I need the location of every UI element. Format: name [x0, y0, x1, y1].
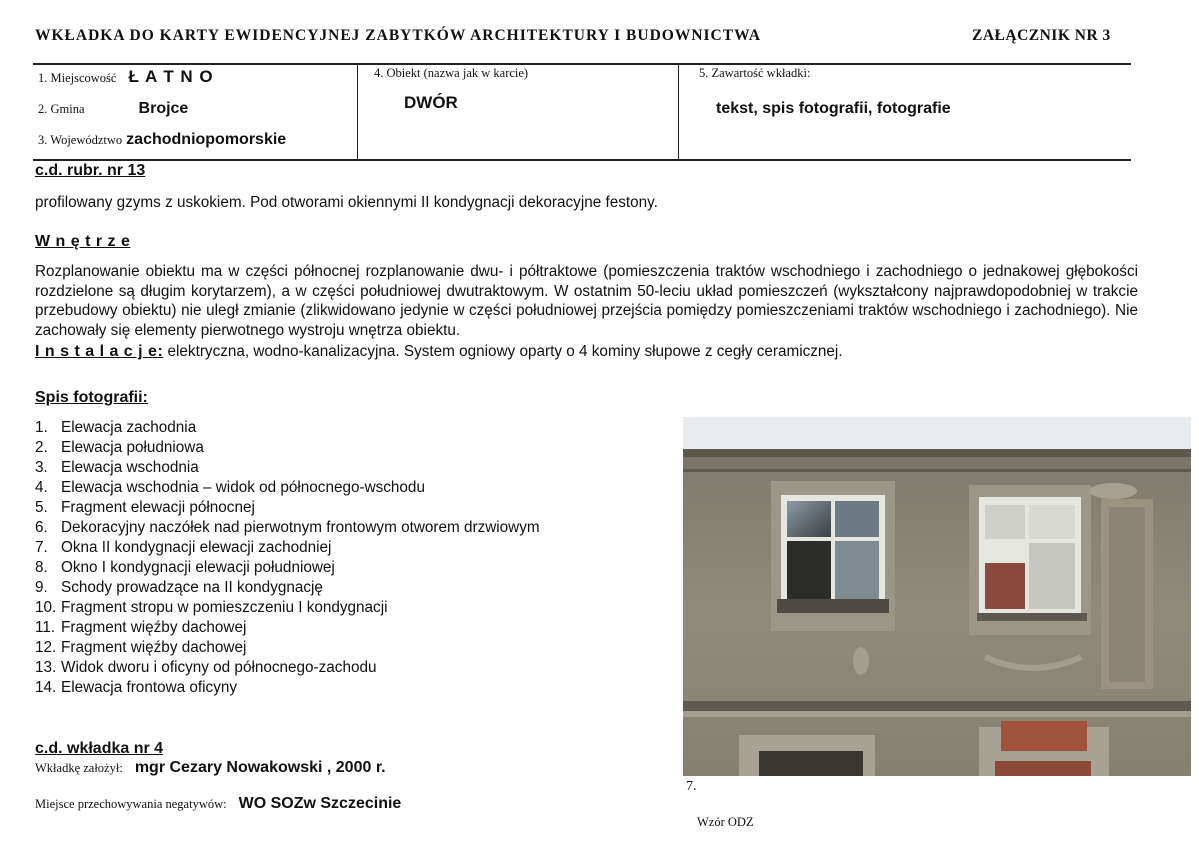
photo-list-item [35, 478, 540, 498]
photo-list-item [35, 518, 540, 538]
interior-heading: W n ę t r z e [35, 233, 131, 250]
author-label: Wkładkę założył: [35, 761, 123, 775]
photo-list-item [35, 558, 540, 578]
field-locality-label: 1. Miejscowość [38, 71, 117, 85]
interior-text: Rozplanowanie obiektu ma w części północnej rozplanowanie dwu- i półtraktowe (pomieszczenia traktów wschodniego i zachodniego o jednakowej głębokości rozdzielone są długim korytarzem), a w części południowej dwutraktowym. W ostatnim 50-leciu układ pomieszczeń (wykształcony najprawdopodobniej w trakcie przebudowy obiektu) nie uległ zmianie (zlikwidowano jedynie w części południowej przejścia pomiędzy pomieszczeniami traktów wschodniego i zachodniego). Nie zachowały się elementy pierwotnego wystroju wnętrza obiektu. [35, 263, 1138, 339]
photo-list-item [35, 618, 540, 638]
cornice-top [683, 449, 1191, 457]
installations-paragraph [35, 342, 1138, 362]
photo-list-item [35, 598, 540, 618]
photo-list-item-label: Fragment elewacji północnej [61, 499, 255, 516]
field-contents-label: 5. Zawartość wkładki: [699, 66, 811, 80]
author-line [35, 759, 386, 777]
ornament-top [1089, 483, 1137, 499]
photo-list-item-label: Elewacja wschodnia – widok od północnego-wschodu [61, 479, 425, 496]
photo-list-item-number: 10. [35, 599, 57, 616]
field-commune [38, 100, 188, 118]
header-bottom-rule [33, 159, 1131, 161]
field-voivodeship-label: 3. Województwo [38, 133, 123, 147]
storage-label: Miejsce przechowywania negatywów: [35, 797, 227, 811]
photo-list-item [35, 538, 540, 558]
photo-list-item [35, 438, 540, 458]
storage-value: WO SOZw Szczecinie [238, 795, 402, 812]
installations-text: elektryczna, wodno-kanalizacyjna. System ogniowy oparty o 4 kominy słupowe z cegły ceramicznej. [163, 343, 843, 360]
photo-list-item-number: 7. [35, 539, 48, 556]
header-top-rule [33, 63, 1131, 65]
storage-line [35, 795, 401, 813]
photo-list-item [35, 418, 540, 438]
photo-list-item-label: Okno I kondygnacji elewacji południowej [61, 559, 335, 576]
field-object-label: 4. Obiekt (nazwa jak w karcie) [374, 66, 529, 80]
photo-list-item-label: Elewacja wschodnia [61, 459, 199, 476]
photo-list-item-number: 3. [35, 459, 48, 476]
exposed-brick [1001, 721, 1087, 751]
photo-list-item-label: Elewacja zachodnia [61, 419, 197, 436]
photo-list-item-label: Elewacja południowa [61, 439, 204, 456]
photo-list-item [35, 678, 540, 698]
field-object-value: DWÓR [404, 93, 458, 112]
photo-list-item [35, 498, 540, 518]
photo-list-item [35, 638, 540, 658]
field-voivodeship [38, 131, 286, 149]
rubric-text: profilowany gzyms z uskokiem. Pod otworami okiennymi II kondygnacji dekoracyjne festony. [35, 194, 658, 211]
facade-photo-image [683, 417, 1191, 776]
attachment-number: ZAŁĄCZNIK NR 3 [972, 27, 1111, 44]
photo-list-item-number: 14. [35, 679, 57, 696]
photo-list-item-number: 5. [35, 499, 48, 516]
photo-list-heading: Spis fotografii: [35, 389, 148, 406]
field-commune-value: Brojce [138, 100, 189, 117]
photo-list-item-number: 4. [35, 479, 48, 496]
template-mark: Wzór ODZ [697, 815, 754, 829]
rubric-heading: c.d. rubr. nr 13 [35, 162, 146, 179]
photo-list-item-label: Elewacja frontowa oficyny [61, 679, 237, 696]
photo-list [35, 418, 540, 698]
photo-list-item [35, 458, 540, 478]
photo-list-item-label: Widok dworu i oficyny od północnego-zachodu [61, 659, 377, 676]
field-voivodeship-value: zachodniopomorskie [126, 131, 287, 148]
photo-list-item-number: 2. [35, 439, 48, 456]
window-sill-left [777, 599, 889, 613]
form-title: WKŁADKA DO KARTY EWIDENCYJNEJ ZABYTKÓW ARCHITEKTURY I BUDOWNICTWA [35, 27, 762, 44]
photo-list-item-number: 8. [35, 559, 48, 576]
photo-list-item-number: 11. [35, 619, 56, 636]
photo-list-item-label: Schody prowadzące na II kondygnację [61, 579, 323, 596]
photo-list-item-label: Fragment stropu w pomieszczeniu I kondygnacji [61, 599, 388, 616]
field-contents-value: tekst, spis fotografii, fotografie [716, 100, 951, 117]
field-locality [38, 67, 214, 87]
cornice-profile [683, 457, 1191, 469]
photo-list-item-label: Fragment więźby dachowej [61, 639, 247, 656]
photo-list-item-number: 6. [35, 519, 48, 536]
column-divider-1 [357, 65, 358, 159]
field-commune-label: 2. Gmina [38, 102, 85, 116]
photo-list-item-label: Fragment więźby dachowej [61, 619, 247, 636]
photo-list-item-number: 9. [35, 579, 48, 596]
column-divider-2 [678, 65, 679, 159]
photo-list-item-number: 13. [35, 659, 57, 676]
photo-number: 7. [686, 779, 697, 794]
photo-list-item [35, 578, 540, 598]
continued-insert: c.d. wkładka nr 4 [35, 740, 164, 757]
author-value: mgr Cezary Nowakowski , 2000 r. [134, 759, 386, 776]
facade-photo [683, 417, 1191, 776]
photo-list-item-label: Dekoracyjny naczółek nad pierwotnym frontowym otworem drzwiowym [61, 519, 540, 536]
festoon-left [853, 647, 869, 675]
photo-list-item-label: Okna II kondygnacji elewacji zachodniej [61, 539, 332, 556]
field-locality-value: Ł A T N O [128, 67, 214, 86]
window-sill-right [977, 613, 1087, 621]
photo-list-item [35, 658, 540, 678]
photo-list-item-number: 12. [35, 639, 57, 656]
installations-heading: I n s t a l a c j e: [35, 343, 164, 360]
photo-list-item-number: 1. [35, 419, 48, 436]
floor-cornice [683, 701, 1191, 711]
